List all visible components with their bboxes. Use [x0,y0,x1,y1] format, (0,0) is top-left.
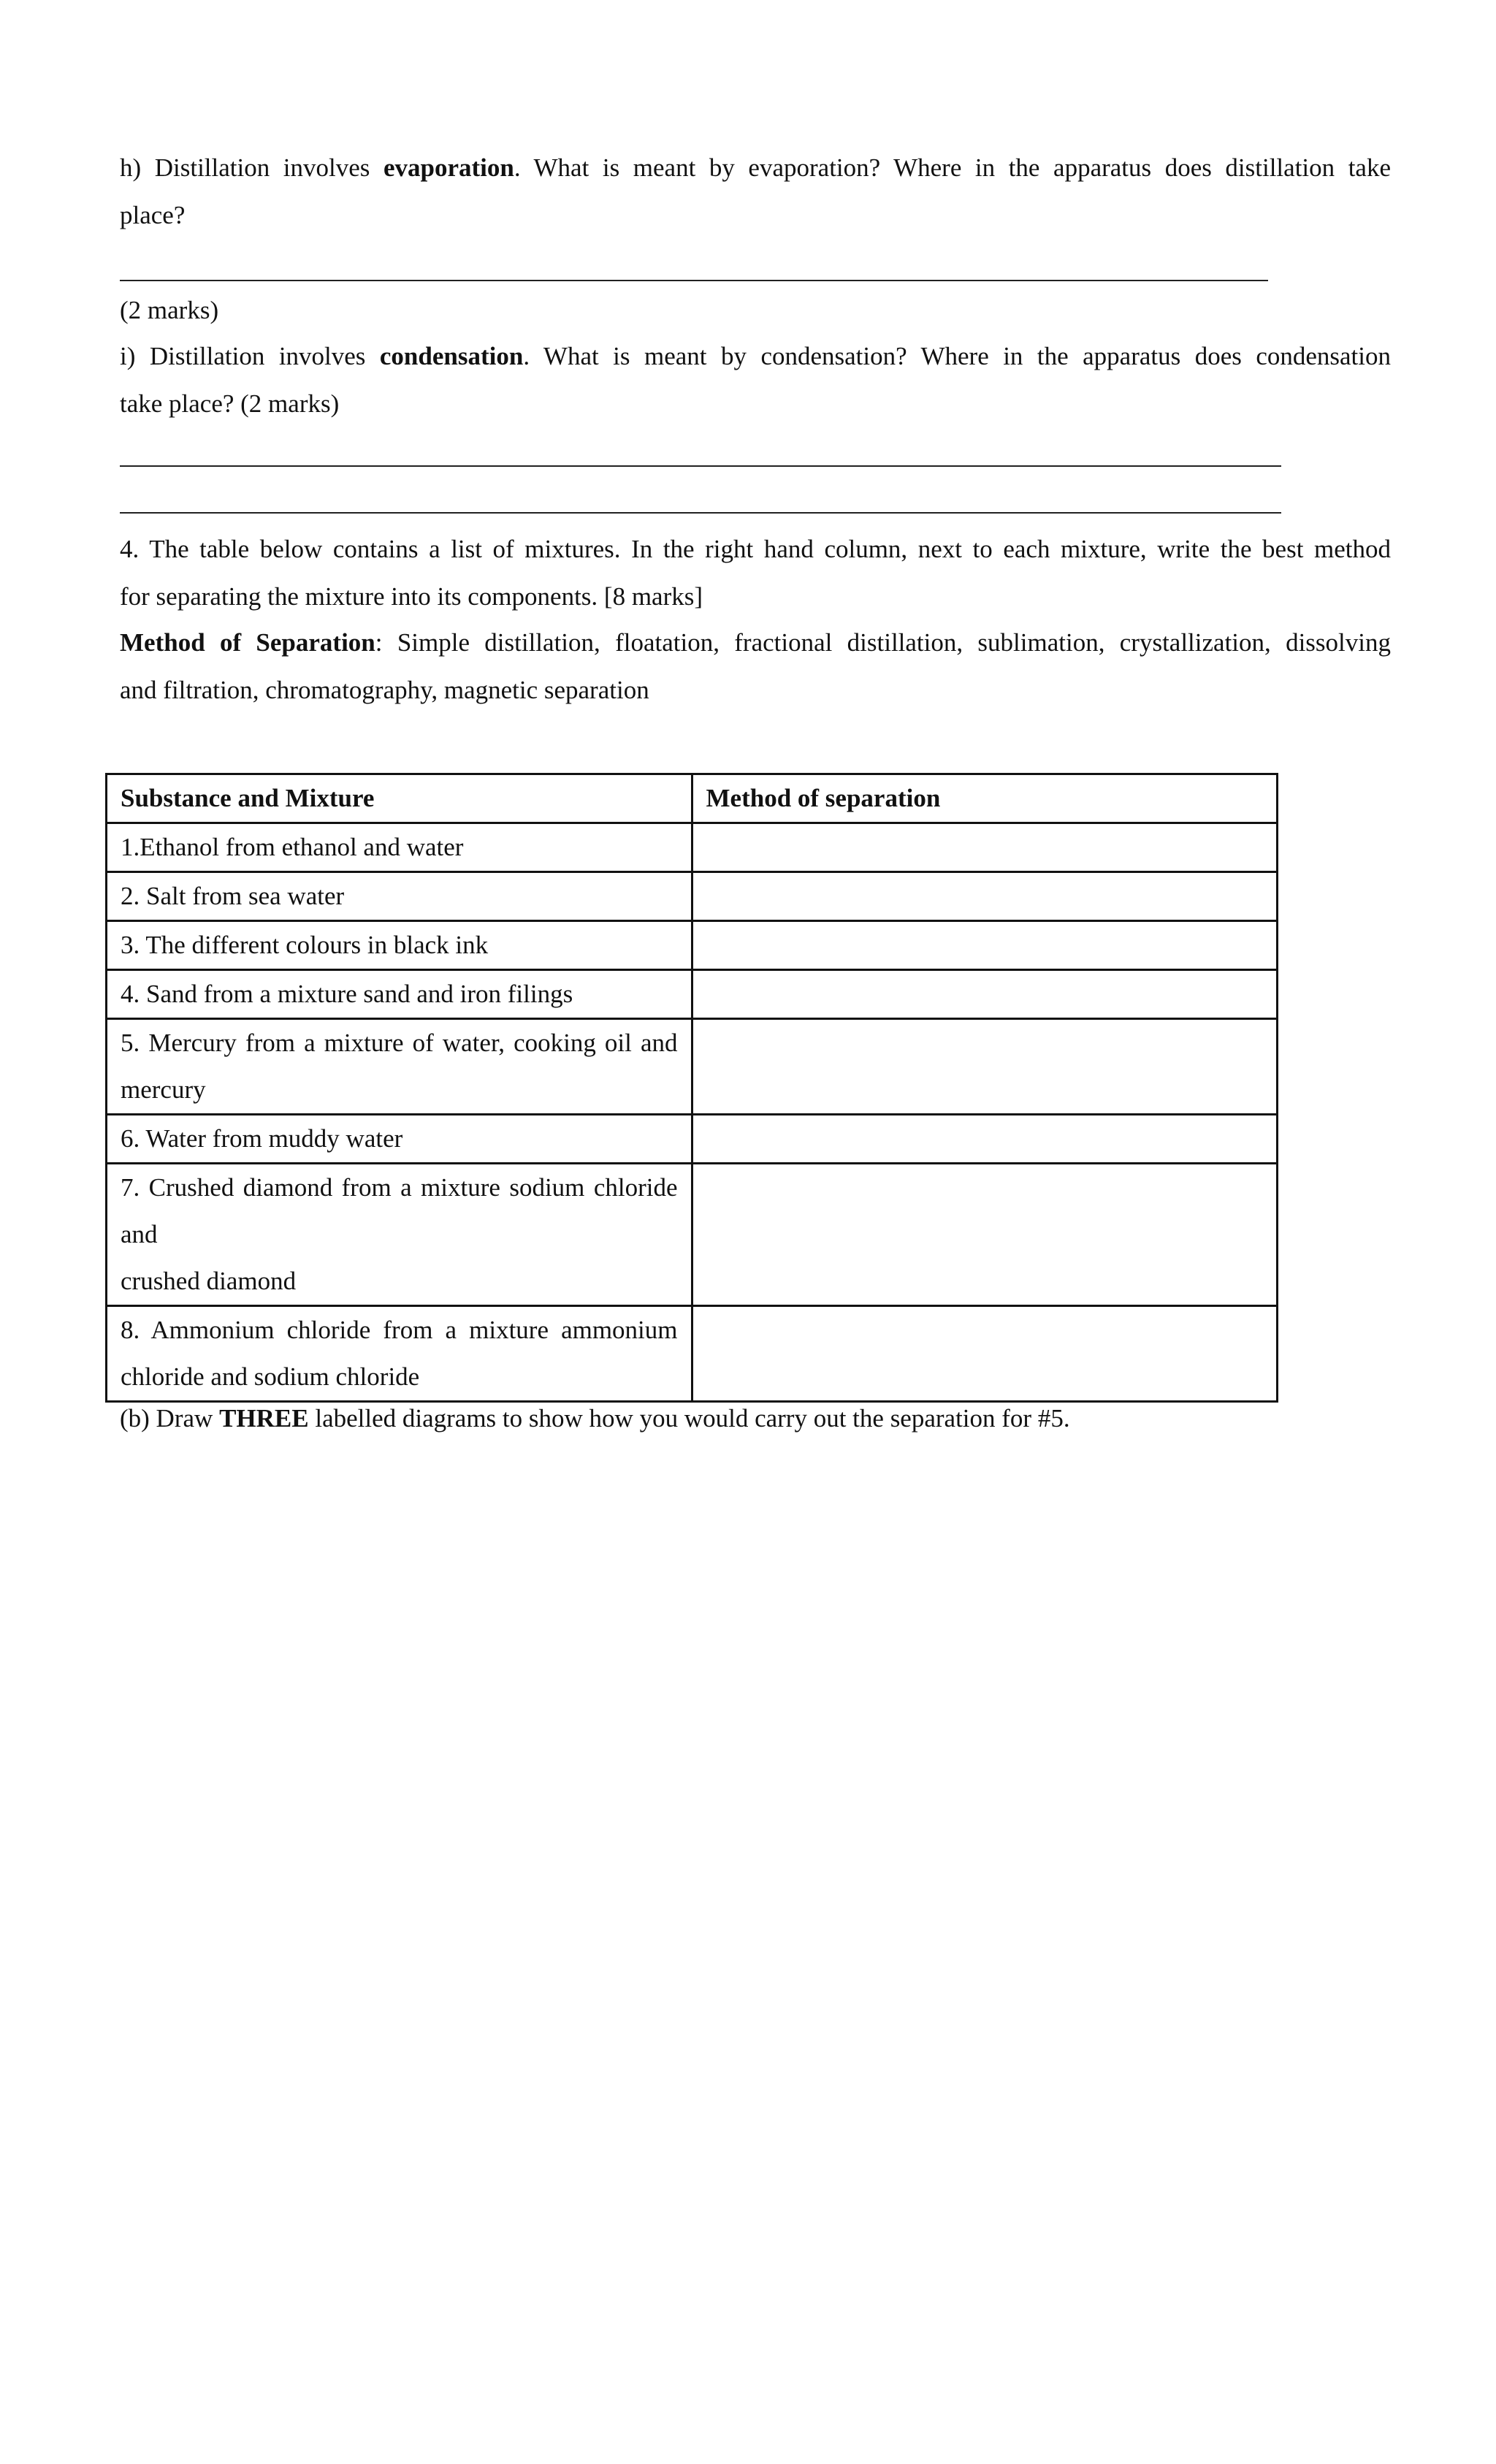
method-cell[interactable] [692,823,1278,872]
substance-cell [107,1115,692,1164]
question-i-suffix: . What is meant by condensation? Where in the apparatus does condensation [523,342,1391,370]
substance-text: 7. Crushed diamond from a mixture sodium chloride and [121,1173,678,1248]
method-cell[interactable] [692,872,1278,921]
substance-text: 2. Salt from sea water [121,882,345,910]
method-cell[interactable] [692,970,1278,1019]
substance-cell [107,872,692,921]
question-b-keyword: THREE [219,1404,309,1433]
methods-list-line1 [120,619,1391,666]
method-cell[interactable] [692,921,1278,970]
table-row [107,970,1278,1019]
method-cell[interactable] [692,1019,1278,1115]
question-i-line1 [120,333,1391,380]
question-h-line1 [120,145,1391,191]
table-row [107,823,1278,872]
question-4-line2: for separating the mixture into its components. [8 marks] [120,582,703,611]
question-b [120,1395,1391,1442]
substance-text-continued: chloride and sodium chloride [121,1362,420,1391]
header-method: Method of separation [692,774,1278,823]
answer-line-i-1[interactable] [120,465,1281,467]
table-header-row [107,774,1278,823]
question-h-suffix: . What is meant by evaporation? Where in the apparatus does distillation take [514,153,1391,182]
substance-text: 3. The different colours in black ink [121,931,489,959]
table-row [107,1115,1278,1164]
substance-text: 8. Ammonium chloride from a mixture ammonium [121,1316,678,1344]
table-row [107,872,1278,921]
methods-list-text: : Simple distillation, floatation, fractional distillation, sublimation, crystallization, dissolving [375,628,1391,657]
question-b-suffix: labelled diagrams to show how you would carry out the separation for #5. [308,1404,1070,1433]
method-cell[interactable] [692,1164,1278,1306]
question-h-keyword: evaporation [383,153,514,182]
table-row [107,921,1278,970]
method-cell[interactable] [692,1306,1278,1402]
question-4-line1: 4. The table below contains a list of mixtures. In the right hand column, next to each mixture, write the best method [120,535,1391,563]
substance-text: 1.Ethanol from ethanol and water [121,833,464,861]
separation-table [105,773,1278,1403]
substance-cell [107,1306,692,1402]
substance-text-continued: crushed diamond [121,1267,297,1295]
question-i-keyword: condensation [379,342,524,370]
header-substance: Substance and Mixture [107,774,692,823]
substance-text-continued: mercury [121,1075,206,1104]
question-i-line2: take place? (2 marks) [120,389,340,418]
table-row [107,1019,1278,1115]
table-row [107,1306,1278,1402]
table-row [107,1164,1278,1306]
question-b-prefix: (b) Draw [120,1404,220,1433]
substance-cell [107,1019,692,1115]
substance-text: 5. Mercury from a mixture of water, cooking oil and [121,1029,678,1057]
substance-cell [107,921,692,970]
answer-line-i-2[interactable] [120,512,1281,514]
substance-cell [107,1164,692,1306]
methods-label: Method of Separation [120,628,375,657]
methods-list-line2: and filtration, chromatography, magnetic separation [120,676,649,704]
substance-text: 4. Sand from a mixture sand and iron filings [121,980,573,1008]
question-h-prefix: h) Distillation involves [120,153,383,182]
method-cell[interactable] [692,1115,1278,1164]
question-h-marks: (2 marks) [120,296,219,324]
substance-cell [107,970,692,1019]
question-h-line2: place? [120,201,186,229]
substance-cell [107,823,692,872]
substance-text: 6. Water from muddy water [121,1124,403,1153]
question-i-prefix: i) Distillation involves [120,342,380,370]
answer-line-h[interactable] [120,280,1268,281]
